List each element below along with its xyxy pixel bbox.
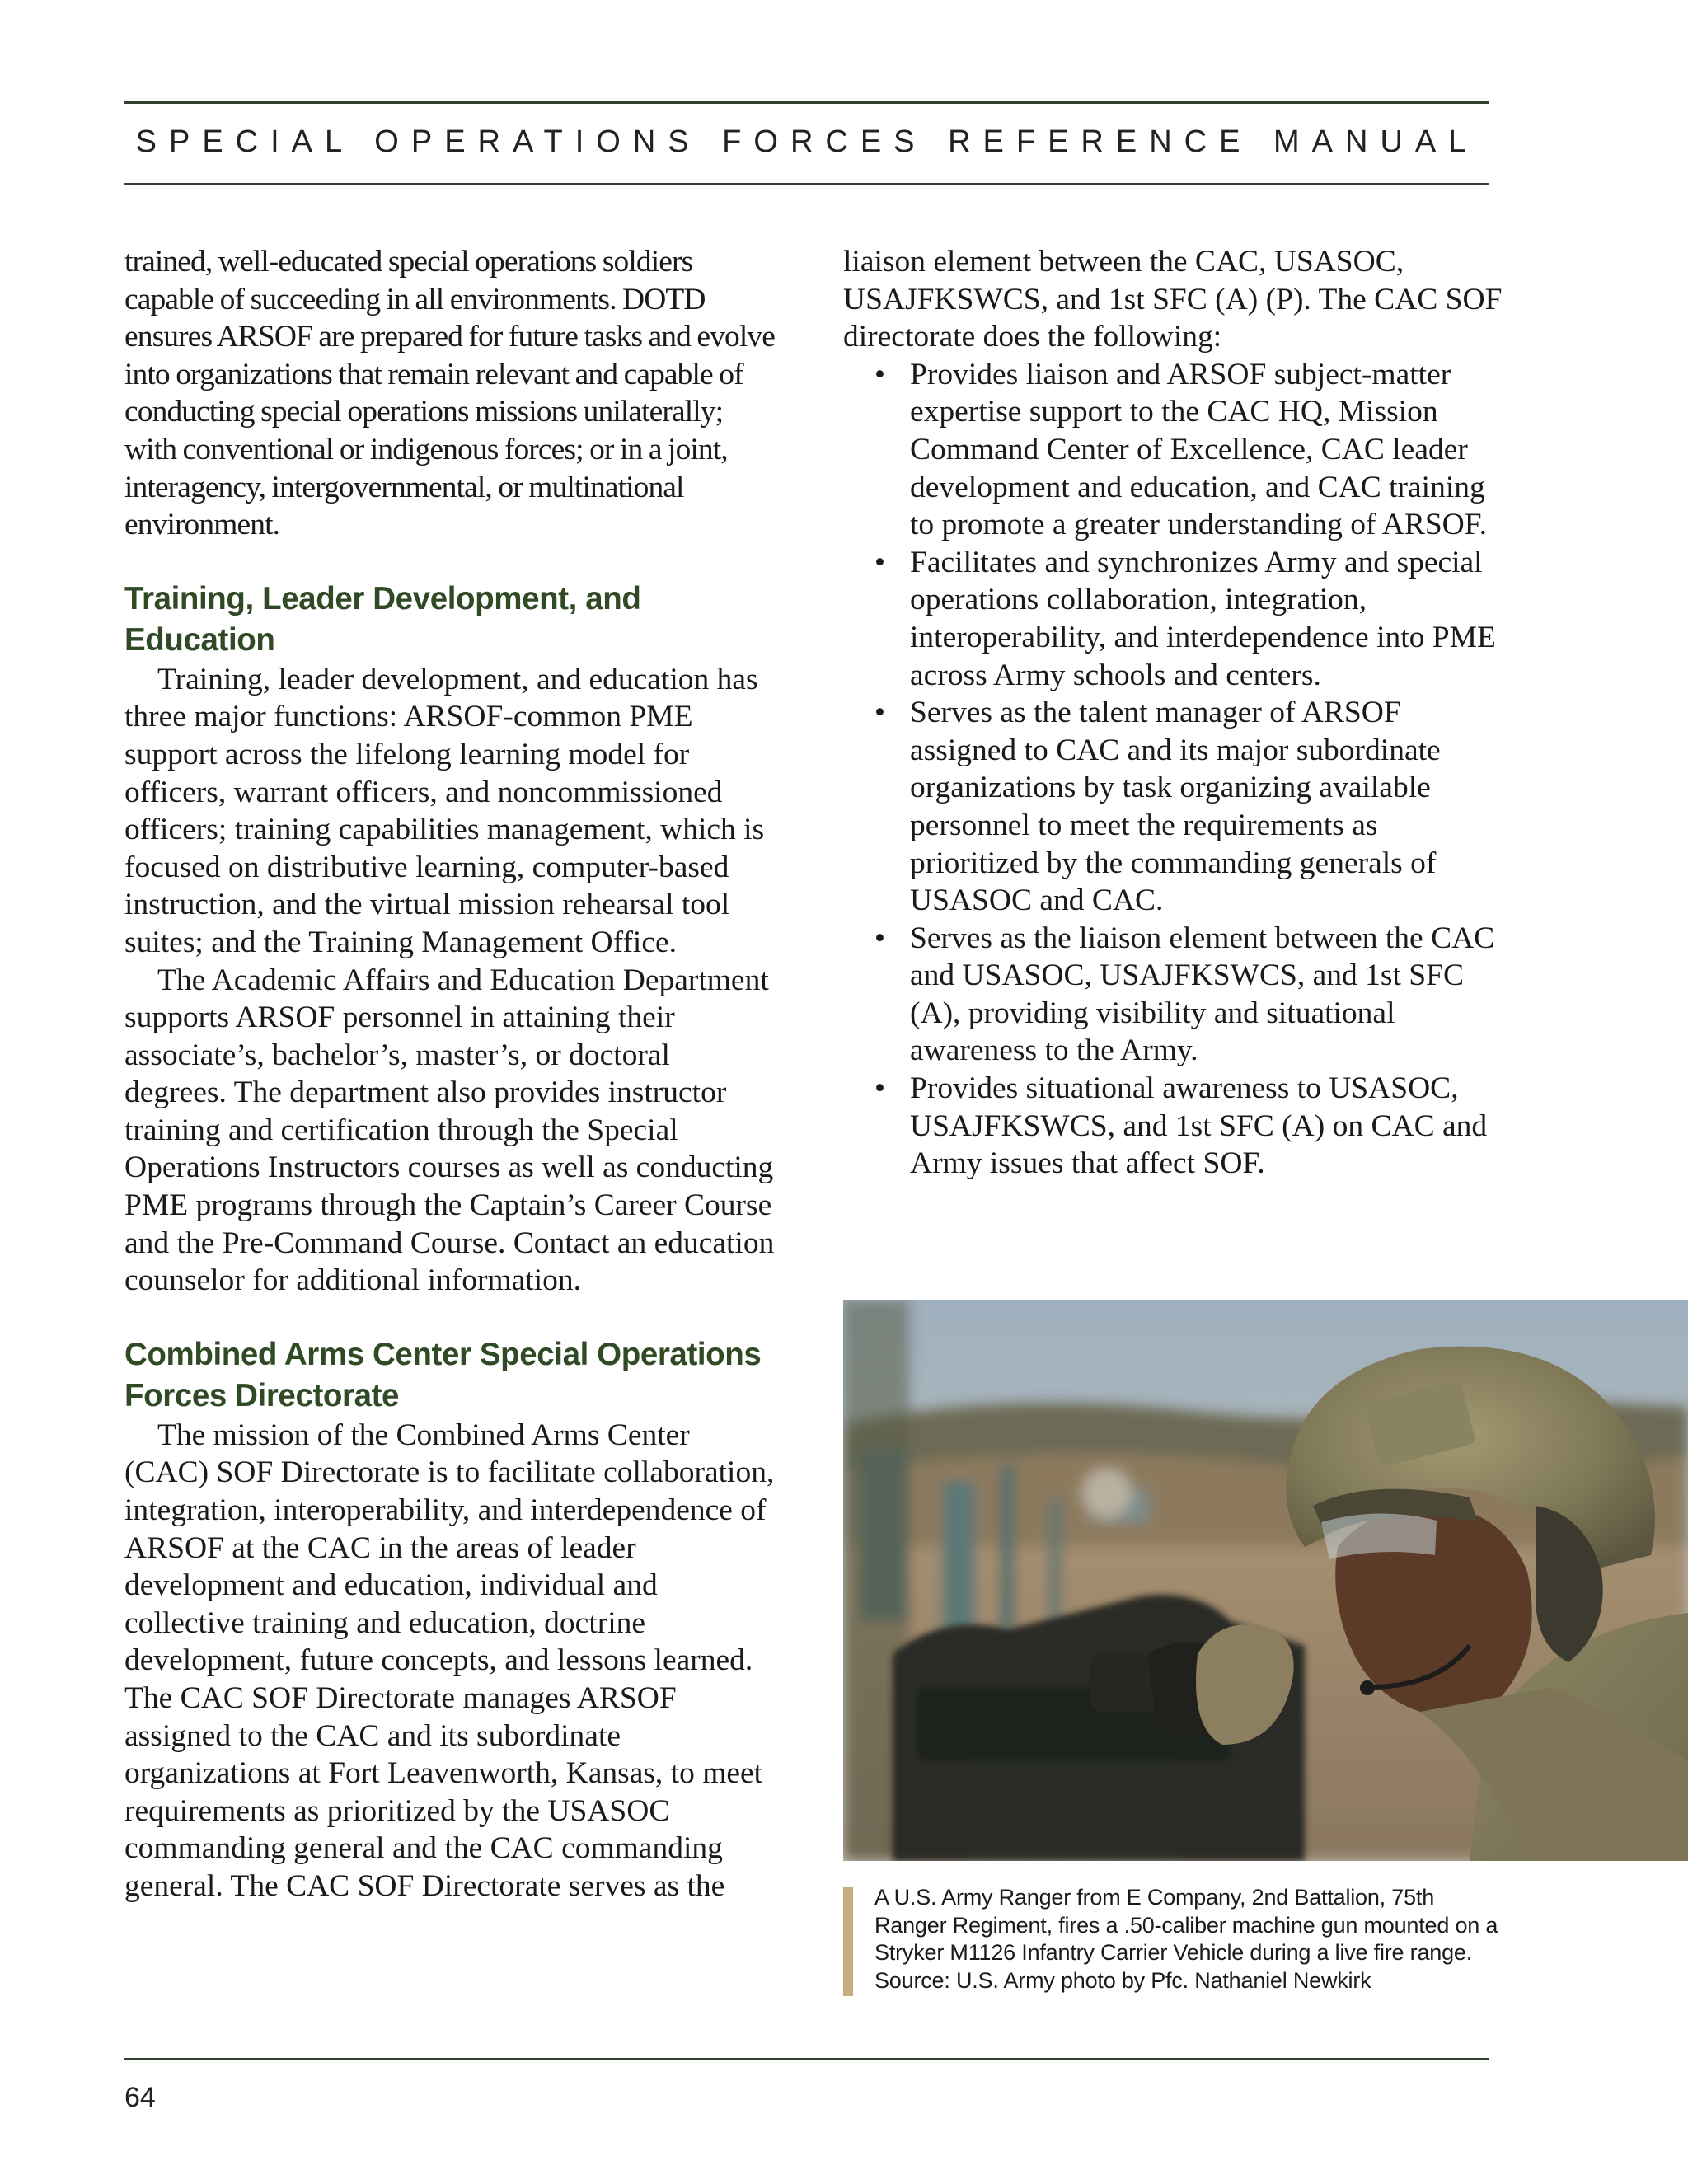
running-header: SPECIAL OPERATIONS FORCES REFERENCE MANUAL <box>135 124 1479 159</box>
training-paragraph-1: Training, leader development, and education has three major functions: ARSOF-common PME support across the lifelong learning model for officers, warrant officers, and noncommissioned officers; training capabilities management, which is focused on distributive learning, computer-based instruction, and the virtual mission rehearsal tool suites; and the Training Management Office. <box>124 662 765 959</box>
header-rule-top <box>124 101 1489 104</box>
left-column <box>124 243 776 1905</box>
header-rule-bottom <box>124 183 1489 185</box>
cac-paragraph-1: The mission of the Combined Arms Center (CAC) SOF Directorate is to facilitate collaboration, integration, interoperability, and interdependence of ARSOF at the CAC in the areas of leader development and education, individual and collective training and education, doctrine development, future concepts, and lessons learned. The CAC SOF Directorate manages ARSOF assigned to the CAC and its subordinate organizations at Fort Leavenworth, Kansas, to meet requirements as prioritized by the USASOC commanding general and the CAC commanding general. The CAC SOF Directorate serves as the <box>124 1418 775 1903</box>
right-column <box>843 243 1503 1183</box>
training-paragraph-2: The Academic Affairs and Education Department supports ARSOF personnel in attaining their associate’s, bachelor’s, master’s, or doctoral degrees. The department also provides instructor training and certification through the Special Operations Instructors courses as well as conducting PME programs through the Captain’s Career Course and the Pre-Command Course. Contact an education counselor for additional information. <box>124 963 775 1298</box>
photo-caption: A U.S. Army Ranger from E Company, 2nd Battalion, 75th Ranger Regiment, fires a .50-caliber machine gun mounted on a Stryker M1126 Infantry Carrier Vehicle during a live fire range. Source: U.S. Army photo by Pfc. Nathaniel Newkirk <box>874 1885 1498 1993</box>
soldier-photo <box>843 1300 1688 1861</box>
section-heading-cac-sof: Combined Arms Center Special Operations Forces Directorate <box>124 1336 762 1413</box>
page-number: 64 <box>124 2082 156 2113</box>
footer-rule <box>124 2058 1489 2060</box>
list-item: • Provides liaison and ARSOF subject-matter expertise support to the CAC HQ, Mission Command Center of Excellence, CAC leader development and education, and CAC training to promote a greater understanding of ARSOF. <box>843 356 1503 544</box>
section-heading-training: Training, Leader Development, and Education <box>124 580 641 658</box>
continuation-paragraph: liaison element between the CAC, USASOC, USAJFKSWCS, and 1st SFC (A) (P). The CAC SOF directorate does the following: <box>843 245 1503 354</box>
list-item: • Provides situational awareness to USASOC, USAJFKSWCS, and 1st SFC (A) on CAC and Army issues that affect SOF. <box>843 1070 1503 1183</box>
list-item: • Serves as the talent manager of ARSOF assigned to CAC and its major subordinate organizations by task organizing available personnel to meet the requirements as prioritized by the commanding generals of USASOC and CAC. <box>843 694 1503 920</box>
duties-list <box>843 356 1503 1183</box>
intro-paragraph: trained, well-educated special operations soldiers capable of succeeding in all environments. DOTD ensures ARSOF are prepared for future tasks and evolve into organizations that remain relevant and capable of conducting special operations missions unilaterally; with conventional or indigenous forces; or in a joint, interagency, intergovernmental, or multinational environment. <box>124 245 775 542</box>
list-item: • Facilitates and synchronizes Army and special operations collaboration, integration, interoperability, and interdependence into PME across Army schools and centers. <box>843 544 1503 694</box>
list-item: • Serves as the liaison element between the CAC and USASOC, USAJFKSWCS, and 1st SFC (A), providing visibility and situational awareness to the Army. <box>843 920 1503 1070</box>
caption-accent-bar <box>843 1887 853 1996</box>
